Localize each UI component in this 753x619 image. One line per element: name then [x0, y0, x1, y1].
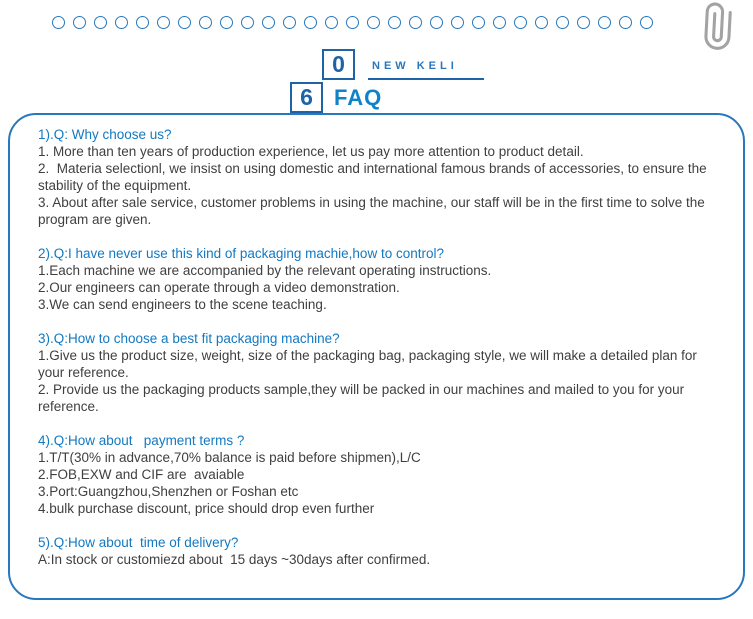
- faq-question: 3).Q:How to choose a best fit packaging machine?: [38, 331, 340, 346]
- binding-hole: [94, 16, 107, 29]
- faq-panel: [8, 113, 745, 600]
- faq-answer: 4.bulk purchase discount, price should drop even further: [38, 501, 375, 516]
- brand-name: NEW KELI: [372, 60, 458, 72]
- binding-hole: [514, 16, 527, 29]
- faq-answer: 2.FOB,EXW and CIF are avaiable: [38, 467, 245, 482]
- binding-hole: [262, 16, 275, 29]
- binding-hole: [52, 16, 65, 29]
- binding-hole: [472, 16, 485, 29]
- binding-hole: [178, 16, 191, 29]
- faq-answer: 3.We can send engineers to the scene teaching.: [38, 297, 327, 312]
- faq-question: 5).Q:How about time of delivery?: [38, 535, 239, 550]
- faq-question: 2).Q:I have never use this kind of packaging machie,how to control?: [38, 246, 444, 261]
- binding-hole: [451, 16, 464, 29]
- faq-answer: A:In stock or customiezd about 15 days ~30days after confirmed.: [38, 552, 431, 567]
- binding-hole: [577, 16, 590, 29]
- faq-question: 4).Q:How about payment terms ?: [38, 433, 245, 448]
- binding-hole: [199, 16, 212, 29]
- binding-hole: [283, 16, 296, 29]
- page-header: [0, 48, 753, 113]
- binding-holes-row: [52, 16, 653, 29]
- binding-hole: [388, 16, 401, 29]
- binding-hole: [220, 16, 233, 29]
- page-title: FAQ: [334, 84, 383, 110]
- faq-answer: 3.Port:Guangzhou,Shenzhen or Foshan etc: [38, 484, 299, 499]
- faq-section-4: [38, 432, 719, 517]
- binding-hole: [241, 16, 254, 29]
- binding-hole: [640, 16, 653, 29]
- header-top-row: [322, 48, 753, 80]
- faq-answer: 1.Each machine we are accompanied by the relevant operating instructions.: [38, 263, 492, 278]
- binding-hole: [115, 16, 128, 29]
- binding-hole: [493, 16, 506, 29]
- binding-hole: [367, 16, 380, 29]
- binding-hole: [73, 16, 86, 29]
- faq-section-2: [38, 245, 719, 313]
- faq-section-1: [38, 126, 719, 228]
- faq-answer: 3. About after sale service, customer problems in using the machine, our staff will be in the first time to solve the program are given.: [38, 195, 709, 227]
- faq-section-3: [38, 330, 719, 415]
- binding-hole: [325, 16, 338, 29]
- binding-hole: [136, 16, 149, 29]
- binding-hole: [346, 16, 359, 29]
- faq-answer: 2. Materia selectionl, we insist on using domestic and international famous brands of accessories, to ensure the stability of the equipment.: [38, 161, 711, 193]
- binding-hole: [556, 16, 569, 29]
- faq-answer: 2. Provide us the packaging products sample,they will be packed in our machines and mailed to you for your reference.: [38, 382, 688, 414]
- faq-section-5: [38, 534, 719, 568]
- faq-answer: 2.Our engineers can operate through a video demonstration.: [38, 280, 400, 295]
- binding-hole: [157, 16, 170, 29]
- binding-hole: [430, 16, 443, 29]
- binding-hole: [409, 16, 422, 29]
- faq-answer: 1.Give us the product size, weight, size of the packaging bag, packaging style, we will make a detailed plan for your reference.: [38, 348, 701, 380]
- faq-question: 1).Q: Why choose us?: [38, 127, 172, 142]
- brand-underline: [368, 60, 484, 80]
- binding-hole: [598, 16, 611, 29]
- page-number-top-box: 0: [322, 49, 355, 80]
- page-number-box: 6: [290, 82, 323, 113]
- binding-hole: [619, 16, 632, 29]
- binding-hole: [304, 16, 317, 29]
- faq-answer: 1.T/T(30% in advance,70% balance is paid before shipmen),L/C: [38, 450, 421, 465]
- header-title-row: [290, 82, 753, 113]
- faq-answer: 1. More than ten years of production experience, let us pay more attention to product detail.: [38, 144, 584, 159]
- binding-hole: [535, 16, 548, 29]
